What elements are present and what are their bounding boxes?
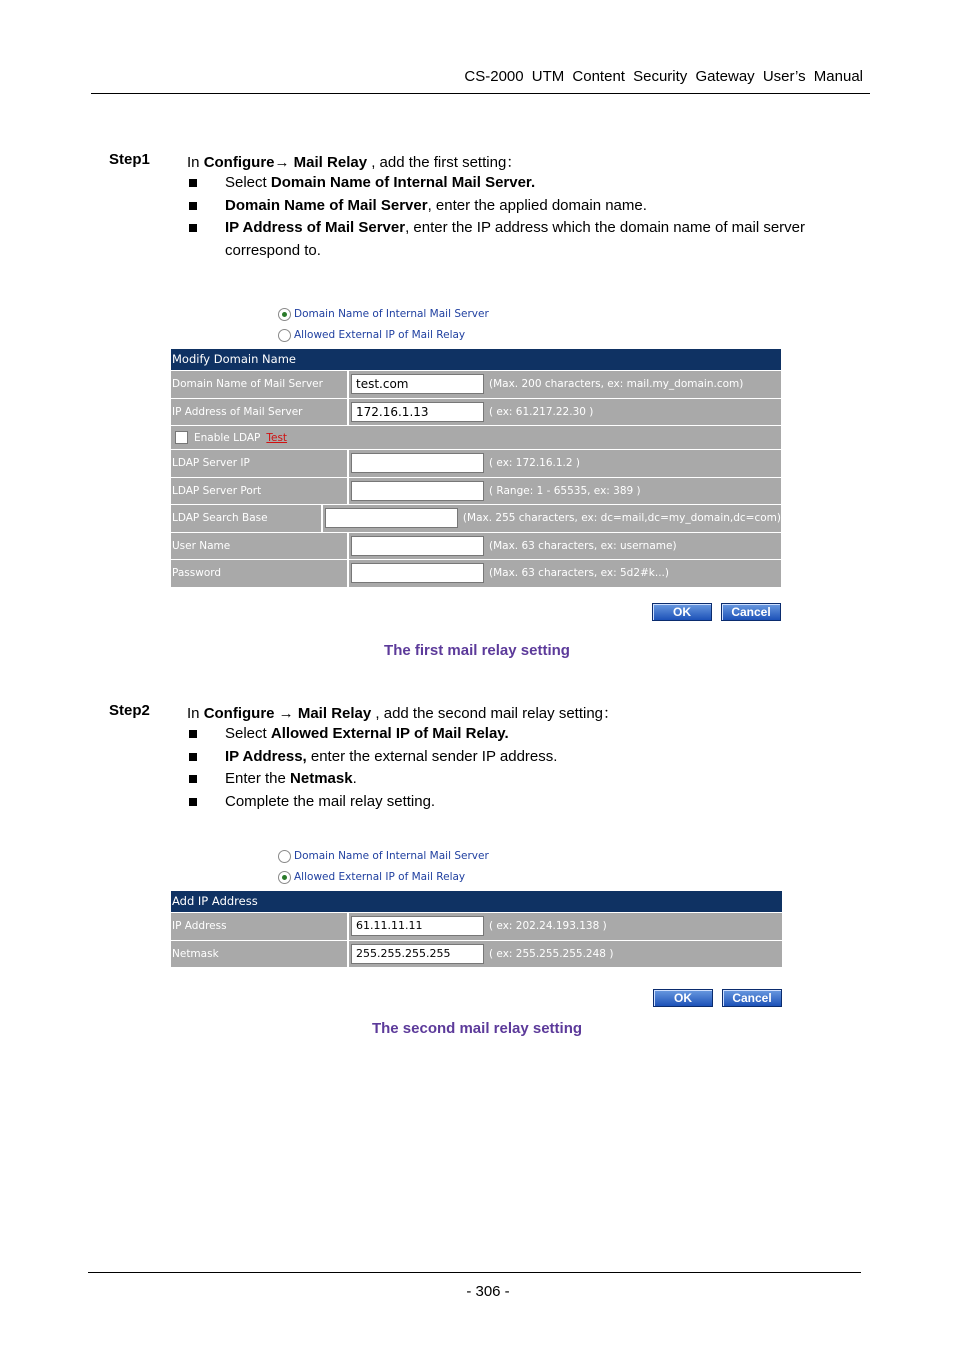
- cancel-button[interactable]: Cancel: [721, 603, 781, 621]
- radio-selected-icon[interactable]: [278, 871, 291, 884]
- row-ip-address: [171, 913, 782, 940]
- step1-bullet: [187, 195, 857, 218]
- enable-ldap-label: Enable LDAP: [194, 431, 261, 444]
- row-user-name: [171, 533, 781, 560]
- field-cell: [323, 505, 781, 532]
- field-hint: ( ex: 61.217.22.30 ): [489, 405, 594, 418]
- row-domain-name: [171, 371, 781, 398]
- ldap-server-port-input[interactable]: [351, 481, 484, 501]
- field-cell: [349, 560, 781, 587]
- bullet-bold: Netmask: [290, 770, 353, 787]
- table-title: Modify Domain Name: [171, 349, 781, 370]
- ok-button[interactable]: OK: [653, 989, 713, 1007]
- field-label: LDAP Server IP: [171, 450, 347, 477]
- field-hint: (Max. 255 characters, ex: dc=mail,dc=my_domain,dc=com): [462, 512, 781, 525]
- figure-caption: The first mail relay setting: [384, 642, 570, 659]
- field-cell: [349, 399, 781, 426]
- radio-domain-name[interactable]: [278, 305, 489, 323]
- step2-intro-pre: In: [187, 705, 204, 722]
- field-hint: ( ex: 255.255.255.248 ): [489, 947, 614, 960]
- bullet-square-icon: [189, 753, 197, 761]
- step2-bullet: [187, 791, 857, 814]
- field-hint: ( ex: 172.16.1.2 ): [489, 457, 581, 470]
- field-label: Password: [171, 560, 347, 587]
- step1-intro-post: , add the first setting：: [367, 154, 522, 171]
- field-cell: [349, 478, 781, 505]
- radio-allowed-external[interactable]: [278, 868, 465, 886]
- cancel-button[interactable]: Cancel: [722, 989, 782, 1007]
- step2-bullet: [187, 746, 857, 769]
- step1-bullet: [187, 217, 857, 262]
- bullet-square-icon: [189, 202, 197, 210]
- field-cell: [349, 371, 781, 398]
- step2-label: Step2: [109, 702, 150, 719]
- enable-ldap-checkbox[interactable]: [175, 431, 188, 444]
- step1-bullet: [187, 172, 857, 195]
- row-password: [171, 560, 781, 587]
- step1-intro-pre: In: [187, 154, 204, 171]
- ip-address-input[interactable]: 61.11.11.11: [351, 916, 484, 936]
- field-cell: [349, 450, 781, 477]
- step2-bullet: [187, 768, 857, 791]
- row-ip-address: [171, 399, 781, 426]
- bullet-text: Select: [225, 725, 271, 742]
- step1-intro: [187, 151, 521, 172]
- footer-rule: [88, 1272, 861, 1273]
- field-hint: (Max. 200 characters, ex: mail.my_domain.com): [489, 378, 744, 391]
- header-rule: [91, 93, 870, 94]
- radio-selected-icon[interactable]: [278, 308, 291, 321]
- bullet-bold: Domain Name of Mail Server: [225, 196, 428, 214]
- bullet-square-icon: [189, 730, 197, 738]
- step2-bullet: [187, 723, 857, 746]
- radio-label: Allowed External IP of Mail Relay: [294, 329, 466, 341]
- bullet-square-icon: [189, 179, 197, 187]
- page-number: - 306 -: [466, 1283, 510, 1300]
- enable-ldap-cell: [171, 426, 781, 449]
- step2-bullet-list: [187, 723, 857, 813]
- field-cell: [349, 913, 782, 940]
- step2-intro-post: , add the second mail relay setting：: [371, 705, 619, 722]
- row-enable-ldap: [171, 426, 781, 449]
- ldap-server-ip-input[interactable]: [351, 453, 484, 473]
- step1-intro-menu-path: Configure→ Mail Relay: [203, 154, 368, 171]
- bullet-text: Complete the mail relay setting.: [225, 792, 436, 810]
- test-ldap-link[interactable]: Test: [266, 431, 288, 444]
- bullet-square-icon: [189, 798, 197, 806]
- domain-name-input[interactable]: test.com: [351, 374, 484, 394]
- row-netmask: [171, 941, 782, 968]
- row-ldap-search-base: [171, 505, 781, 532]
- bullet-square-icon: [189, 224, 197, 232]
- field-hint: (Max. 63 characters, ex: 5d2#k...): [489, 567, 669, 580]
- bullet-text: , enter the applied domain name.: [427, 196, 647, 214]
- field-label: Domain Name of Mail Server: [171, 371, 347, 398]
- radio-label: Allowed External IP of Mail Relay: [294, 871, 466, 883]
- bullet-square-icon: [189, 775, 197, 783]
- radio-label: Domain Name of Internal Mail Server: [294, 308, 489, 320]
- bullet-text: Select: [225, 174, 271, 191]
- radio-allowed-external[interactable]: [278, 326, 465, 344]
- field-label: LDAP Server Port: [171, 478, 347, 505]
- step2-intro-menu-path: Configure → Mail Relay: [203, 705, 372, 722]
- bullet-bold: IP Address,: [225, 747, 307, 765]
- radio-domain-name[interactable]: [278, 847, 489, 865]
- field-hint: ( ex: 202.24.193.138 ): [489, 920, 607, 933]
- ip-address-input[interactable]: 172.16.1.13: [351, 402, 484, 422]
- bullet-bold: IP Address of Mail Server: [225, 219, 406, 236]
- bullet-text: enter the external sender IP address.: [306, 747, 558, 765]
- bullet-text: .: [352, 770, 357, 787]
- password-input[interactable]: [351, 563, 484, 583]
- row-ldap-server-port: [171, 478, 781, 505]
- step2-intro: [187, 702, 618, 723]
- field-hint: (Max. 63 characters, ex: username): [489, 539, 677, 552]
- netmask-input[interactable]: 255.255.255.255: [351, 944, 484, 964]
- bullet-bold: Domain Name of Internal Mail Server.: [270, 174, 536, 191]
- field-label: LDAP Search Base: [171, 505, 321, 532]
- ldap-search-base-input[interactable]: [325, 508, 458, 528]
- bullet-text: , enter the IP address which the domain name of mail server correspond to.: [225, 219, 806, 259]
- field-label: User Name: [171, 533, 347, 560]
- field-cell: [349, 941, 782, 968]
- modify-domain-name-table: [171, 349, 781, 587]
- radio-unselected-icon[interactable]: [278, 850, 291, 863]
- bullet-bold: Allowed External IP of Mail Relay.: [270, 725, 509, 742]
- manual-title: CS-2000 UTM Content Security Gateway User’s Manual: [464, 68, 863, 85]
- field-label: Netmask: [171, 941, 347, 968]
- table-title: Add IP Address: [171, 891, 782, 912]
- add-ip-address-table: [171, 891, 782, 967]
- field-cell: [349, 533, 781, 560]
- step1-bullet-list: [187, 172, 857, 262]
- ok-button[interactable]: OK: [652, 603, 712, 621]
- radio-label: Domain Name of Internal Mail Server: [294, 850, 489, 862]
- bullet-text: Enter the: [225, 770, 291, 787]
- step1-label: Step1: [109, 151, 150, 168]
- radio-unselected-icon[interactable]: [278, 329, 291, 342]
- field-label: IP Address of Mail Server: [171, 399, 347, 426]
- user-name-input[interactable]: [351, 536, 484, 556]
- field-hint: ( Range: 1 - 65535, ex: 389 ): [489, 484, 641, 497]
- figure-caption: The second mail relay setting: [371, 1020, 583, 1037]
- field-label: IP Address: [171, 913, 347, 940]
- row-ldap-server-ip: [171, 450, 781, 477]
